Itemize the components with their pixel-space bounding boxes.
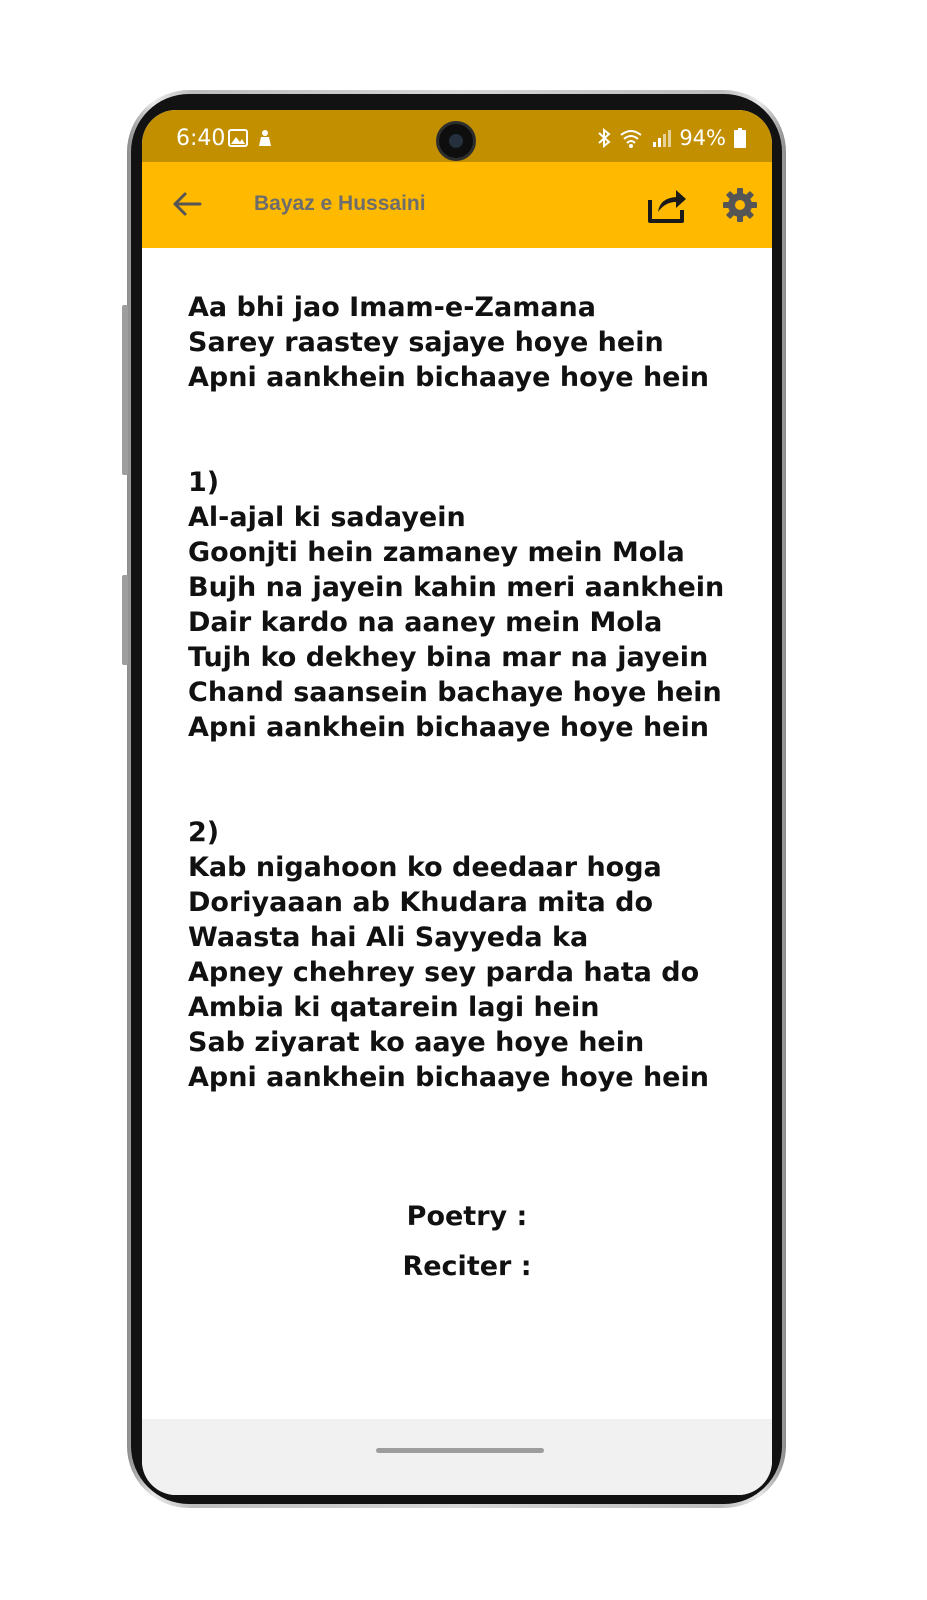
status-right-icons bbox=[597, 126, 746, 150]
signal-icon bbox=[651, 128, 671, 148]
lyric-line: Apni aankhein bichaaye hoye hein bbox=[188, 362, 709, 393]
stanza-number: 1) bbox=[188, 467, 220, 498]
share-icon[interactable] bbox=[646, 186, 688, 224]
gear-icon[interactable] bbox=[722, 187, 758, 223]
app-title: Bayaz e Hussaini bbox=[254, 192, 426, 215]
credits bbox=[142, 1192, 772, 1292]
battery-percent: 94% bbox=[679, 126, 726, 150]
chorus-stanza bbox=[188, 290, 748, 395]
lyric-line: Apni aankhein bichaaye hoye hein bbox=[188, 712, 709, 743]
navigation-bar bbox=[142, 1419, 772, 1495]
app-bar bbox=[142, 162, 772, 248]
bluetooth-icon bbox=[597, 128, 611, 148]
lyric-line: Waasta hai Ali Sayyeda ka bbox=[188, 922, 589, 953]
lyric-line: Kab nigahoon ko deedaar hoga bbox=[188, 852, 662, 883]
wifi-icon bbox=[619, 128, 643, 148]
lyric-line: Goonjti hein zamaney mein Mola bbox=[188, 537, 685, 568]
lyric-line: Doriyaaan ab Khudara mita do bbox=[188, 887, 653, 918]
stanza-1 bbox=[188, 465, 748, 745]
notification-icon bbox=[256, 129, 274, 147]
lyric-line: Aa bhi jao Imam-e-Zamana bbox=[188, 292, 596, 323]
status-time: 6:40 bbox=[176, 126, 226, 151]
volume-button bbox=[122, 305, 128, 475]
status-bar bbox=[142, 110, 772, 162]
reciter-label: Reciter : bbox=[402, 1251, 532, 1282]
lyric-line: Ambia ki qatarein lagi hein bbox=[188, 992, 600, 1023]
screen bbox=[142, 110, 772, 1495]
lyrics-content bbox=[188, 290, 748, 1165]
lyric-line: Bujh na jayein kahin meri aankhein bbox=[188, 572, 725, 603]
home-indicator[interactable] bbox=[376, 1448, 544, 1453]
poetry-label: Poetry : bbox=[406, 1201, 528, 1232]
image-icon bbox=[228, 129, 248, 147]
lyric-line: Apni aankhein bichaaye hoye hein bbox=[188, 1062, 709, 1093]
lyric-line: Al-ajal ki sadayein bbox=[188, 502, 466, 533]
camera-cutout bbox=[436, 121, 476, 161]
power-button bbox=[122, 575, 128, 665]
stanza-number: 2) bbox=[188, 817, 220, 848]
lyric-line: Tujh ko dekhey bina mar na jayein bbox=[188, 642, 709, 673]
lyric-line: Sab ziyarat ko aaye hoye hein bbox=[188, 1027, 645, 1058]
lyric-line: Sarey raastey sajaye hoye hein bbox=[188, 327, 664, 358]
battery-icon bbox=[734, 128, 746, 148]
back-arrow-icon[interactable] bbox=[170, 187, 204, 221]
status-left-icons bbox=[228, 129, 274, 147]
lyric-line: Chand saansein bachaye hoye hein bbox=[188, 677, 722, 708]
lyric-line: Dair kardo na aaney mein Mola bbox=[188, 607, 663, 638]
lyric-line: Apney chehrey sey parda hata do bbox=[188, 957, 700, 988]
stanza-2 bbox=[188, 815, 748, 1095]
